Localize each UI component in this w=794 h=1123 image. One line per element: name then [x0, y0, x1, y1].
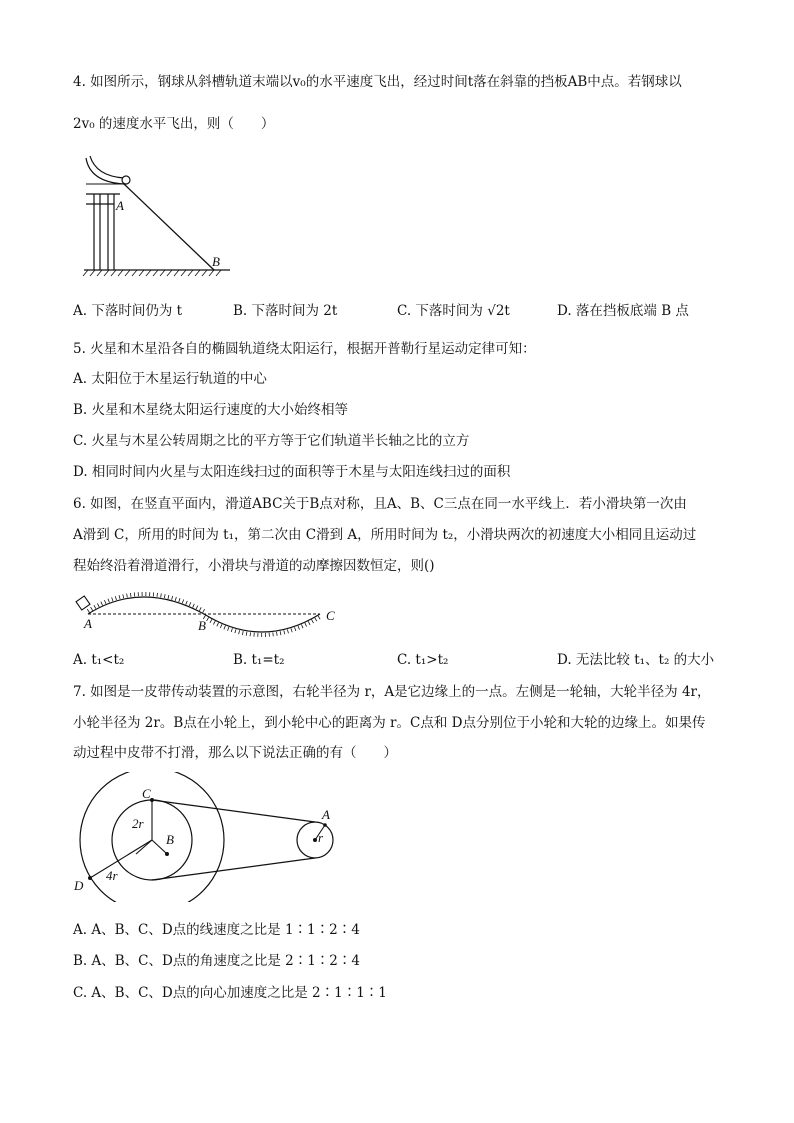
q6-stem-line3: 程始终沿着滑道滑行，小滑块与滑道的动摩擦因数恒定，则() [73, 558, 435, 574]
q5-stem: 5. 火星和木星沿各自的椭圆轨道绕太阳运行，根据开普勒行星运动定律可知： [73, 341, 536, 357]
q5-option-b: B. 火星和木星绕太阳运行速度的大小始终相等 [73, 402, 349, 418]
q6-option-a: A. t₁<t₂ [73, 652, 125, 668]
q6-stem-line1: 6. 如图，在竖直平面内，滑道ABC关于B点对称，且A、B、C三点在同一水平线上．若小滑块第一次由 [73, 496, 687, 512]
q7-label-4r: 4r [106, 868, 118, 883]
q4-option-b: B. 下落时间为 2t [233, 303, 338, 319]
q7-stem-line1: 7. 如图是一皮带传动装置的示意图，右轮半径为 r，A是它边缘上的一点。左侧是一轮轴，大轮半径为 4r， [73, 684, 711, 700]
q7-figure [72, 772, 352, 902]
q5-option-a: A. 太阳位于木星运行轨道的中心 [73, 371, 267, 387]
q6-option-b: B. t₁=t₂ [233, 652, 285, 668]
q7-stem-line2: 小轮半径为 2r。B点在小轮上，到小轮中心的距离为 r。C点和 D点分别位于小轮和大轮的边缘上。如果传 [73, 715, 706, 731]
q6-option-d: D. 无法比较 t₁、t₂ 的大小 [557, 652, 715, 668]
q4-label-a: A [116, 198, 124, 213]
q7-label-c: C [142, 786, 151, 801]
q7-label-a: A [322, 807, 330, 822]
q7-stem-line3: 动过程中皮带不打滑，那么以下说法正确的有（ ） [73, 745, 397, 761]
q7-option-b: B. A、B、C、D点的角速度之比是 2∶1∶2∶4 [73, 953, 360, 969]
q4-stem-line1: 4. 如图所示，钢球从斜槽轨道末端以v₀的水平速度飞出，经过时间t落在斜靠的挡板AB中点。若钢球以 [73, 74, 682, 90]
q4-figure [80, 152, 240, 280]
q6-label-c: C [326, 608, 335, 623]
q7-option-a: A. A、B、C、D点的线速度之比是 1∶1∶2∶4 [73, 922, 360, 938]
q6-label-b: B [198, 618, 206, 633]
q4-option-a: A. 下落时间仍为 t [73, 303, 183, 319]
q7-label-d: D [74, 878, 84, 893]
q4-option-c: C. 下落时间为 √2t [397, 303, 510, 319]
q6-option-c: C. t₁>t₂ [397, 652, 449, 668]
q6-stem-line2: A滑到 C，所用的时间为 t₁，第二次由 C滑到 A，所用时间为 t₂，小滑块两次的初速度大小相同且运动过 [73, 527, 697, 543]
q4-stem-line2: 2v₀ 的速度水平飞出，则（ ） [73, 116, 275, 132]
q7-label-b: B [166, 832, 174, 847]
q5-option-d: D. 相同时间内火星与太阳连线扫过的面积等于木星与太阳连线扫过的面积 [73, 464, 511, 480]
q7-label-2r: 2r [132, 816, 144, 831]
q6-figure [72, 590, 347, 640]
q4-label-b: B [212, 254, 220, 269]
q6-label-a: A [84, 616, 92, 631]
q4-option-d: D. 落在挡板底端 B 点 [557, 303, 689, 319]
q5-option-c: C. 火星与木星公转周期之比的平方等于它们轨道半长轴之比的立方 [73, 433, 470, 449]
q7-label-r: r [318, 830, 324, 845]
q7-option-c: C. A、B、C、D点的向心加速度之比是 2∶1∶1∶1 [73, 985, 387, 1001]
